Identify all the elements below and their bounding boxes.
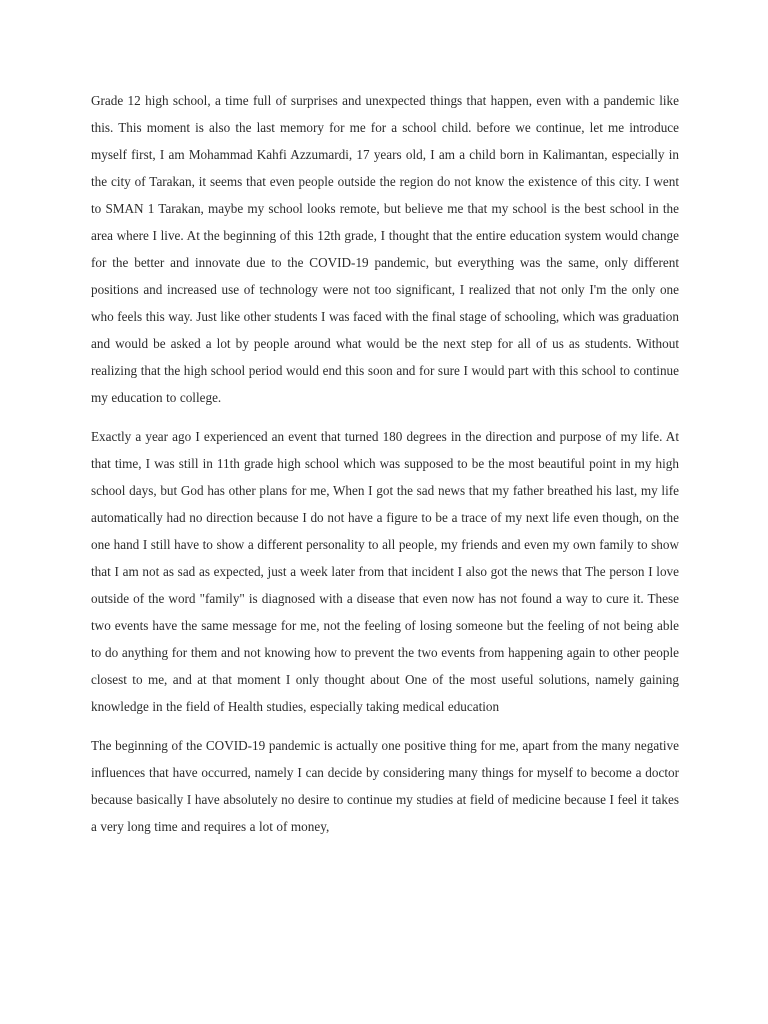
paragraph-3: The beginning of the COVID-19 pandemic is actually one positive thing for me, apart from the many negative influences that have occurred, namely I can decide by considering many things for myself to become a doctor because basically I have absolutely no desire to continue my studies at field of medicine because I feel it takes a very long time and requires a lot of money, <box>91 738 679 834</box>
paragraph-1: Grade 12 high school, a time full of surprises and unexpected things that happen, even with a pandemic like this. This moment is also the last memory for me for a school child. before we continue, let me introduce myself first, I am Mohammad Kahfi Azzumardi, 17 years old, I am a child born in Kalimantan, especially in the city of Tarakan, it seems that even people outside the region do not know the existence of this city. I went to SMAN 1 Tarakan, maybe my school looks remote, but believe me that my school is the best school in the area where I live. At the beginning of this 12th grade, I thought that the entire education system would change for the better and innovate due to the COVID-19 pandemic, but everything was the same, only different positions and increased use of technology were not too significant, I realized that not only I'm the only one who feels this way. Just like other students I was faced with the final stage of schooling, which was graduation and would be asked a lot by people around what would be the next step for all of us as students. Without realizing that the high school period would end this soon and for sure I would part with this school to continue my education to college. <box>91 93 679 405</box>
paragraph-2: Exactly a year ago I experienced an event that turned 180 degrees in the direction and purpose of my life. At that time, I was still in 11th grade high school which was supposed to be the most beautiful point in my high school days, but God has other plans for me, When I got the sad news that my father breathed his last, my life automatically had no direction because I do not have a figure to be a trace of my next life even though, on the one hand I still have to show a different personality to all people, my friends and even my own family to show that I am not as sad as expected, just a week later from that incident I also got the news that The person I love outside of the word "family" is diagnosed with a disease that even now has not found a way to cure it. These two events have the same message for me, not the feeling of losing someone but the feeling of not being able to do anything for them and not knowing how to prevent the two events from happening again to other people closest to me, and at that moment I only thought about One of the most useful solutions, namely gaining knowledge in the field of Health studies, especially taking medical education <box>91 429 679 714</box>
